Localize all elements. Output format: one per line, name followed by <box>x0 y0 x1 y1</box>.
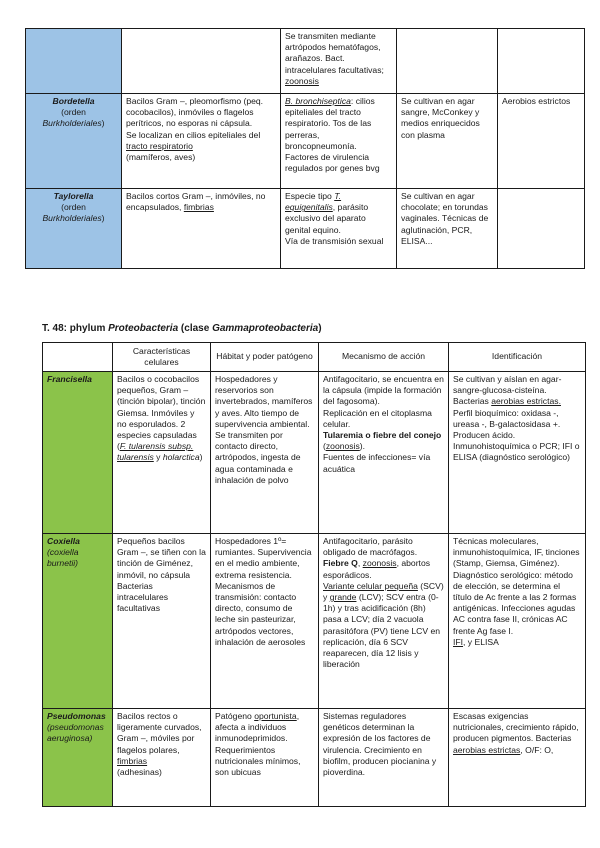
table-row <box>43 372 586 534</box>
ident-cell: Se cultivan en agar sangre, McConkey y medios enriquecidos con plasma <box>397 94 498 189</box>
caract-cell: Pequeños bacilos Gram –, se tiñen con la tinción de Giménez, inmóvil, no cápsula Bacterias intracelulares facultativas <box>113 534 211 709</box>
table-row <box>26 94 585 189</box>
extra-cell: Aerobios estrictos <box>498 94 585 189</box>
caract-cell: Bacilos cortos Gram –, inmóviles, no encapsulados, fimbrias <box>122 189 281 269</box>
habitat-cell: Especie tipo T. equigenitalis, parásito exclusivo del aparato genital equino. Vía de transmisión sexual <box>281 189 397 269</box>
habitat-cell: B. bronchiseptica: cilios epiteliales del tracto respiratorio. Tos de las perreras, broncopneumonía. Factores de virulencia regulados por genes bvg <box>281 94 397 189</box>
table-row <box>43 709 586 807</box>
header-mecanismo: Mecanismo de acción <box>319 343 449 372</box>
genus-cell <box>26 29 122 94</box>
header-row <box>43 343 586 372</box>
caract-cell: Bacilos Gram –, pleomorfismo (peq. cocobacilos), inmóviles o flagelos perítricos, no esporas ni cápsula. Se localizan en cilios epiteliales del tracto respiratorio (mamíferos, aves) <box>122 94 281 189</box>
header-habitat: Hábitat y poder patógeno <box>211 343 319 372</box>
table-row <box>26 189 585 269</box>
top-table <box>25 28 585 269</box>
section-title: T. 48: phylum Proteobacteria (clase Gammaproteobacteria) <box>42 323 322 334</box>
mecanismo-cell: Antifagocitario, se encuentra en la cápsula (impide la formación del fagosoma). Replicación en el citoplasma celular. Tularemia o fiebre del conejo (zoonosis). Fuentes de infecciones= vía acuática <box>319 372 449 534</box>
ident-cell: Escasas exigencias nutricionales, crecimiento rápido, producen pigmentos. Bacterias aerobias estrictas, O/F: O, <box>449 709 586 807</box>
habitat-cell: Se transmiten mediante artrópodos hematófagos, arañazos. Bact. intracelulares facultativas; zoonosis <box>281 29 397 94</box>
mecanismo-cell: Antifagocitario, parásito obligado de macrófagos. Fiebre Q, zoonosis, abortos esporádicos. Variante celular pequeña (SCV) y grande (LCV); SCV entra (0-1h) y tras acidificación (8h) pasa a LCV; día 2 vacuola parasitófora (PV) tiene LCV en replicación, día 6 SCV reaparecen, día 12 lisis y liberación <box>319 534 449 709</box>
caract-cell: Bacilos o cocobacilos pequeños, Gram – (tinción bipolar), tinción Giemsa. Inmóviles y no esporulados. 2 especies capsuladas (F. tularensis subsp. tularensis y holarctica) <box>113 372 211 534</box>
ident-cell: Técnicas moleculares, inmunohistoquímica, IF, tinciones (Stamp, Giemsa, Giménez). Diagnóstico serológico: método de elección, se determina el título de Ac frente a las 2 formas antigénicas. Infecciones agudas AC contra fase II, crónicas AC frente Ag fase I. IFI, y ELISA <box>449 534 586 709</box>
genus-cell-coxiella: Coxiella (coxiella burnetii) <box>43 534 113 709</box>
table-row <box>26 29 585 94</box>
habitat-cell: Hospedadores y reservorios son invertebrados, mamíferos y aves. Alto tiempo de supervivencia ambiental. Se transmiten por contacto directo, artrópodos, ingesta de agua contaminada e inhalación de polvo <box>211 372 319 534</box>
table-row <box>43 534 586 709</box>
header-identificacion: Identificación <box>449 343 586 372</box>
mecanismo-cell: Sistemas reguladores genéticos determinan la expresión de los factores de virulencia. Crecimiento en biofilm, producen piocianina y pioverdina. <box>319 709 449 807</box>
habitat-cell: Hospedadores 1º= rumiantes. Supervivencia en el medio ambiente, extrema resistencia. Mecanismos de transmisión: contacto directo, consumo de leche sin pasteurizar, artrópodos vectores, inhalación de aerosoles <box>211 534 319 709</box>
genus-cell-bordetella: Bordetella (orden Burkholderiales) <box>26 94 122 189</box>
caract-cell: Bacilos rectos o ligeramente curvados, Gram –, móviles por flagelos polares, fimbrias (adhesinas) <box>113 709 211 807</box>
t48-table <box>42 342 586 807</box>
genus-cell-taylorella: Taylorella (orden Burkholderiales) <box>26 189 122 269</box>
habitat-cell: Patógeno oportunista, afecta a individuos inmunodeprimidos. Requerimientos nutricionales mínimos, son ubicuas <box>211 709 319 807</box>
header-caracteristicas: Características celulares <box>113 343 211 372</box>
genus-cell-pseudomonas: Pseudomonas (pseudomonas aeruginosa) <box>43 709 113 807</box>
ident-cell: Se cultivan y aíslan en agar-sangre-glucosa-cisteína. Bacterias aerobias estrictas. Perfil bioquímico: oxidasa -, ureasa -, B-galactosidasa +. Producen ácido. Inmunohistoquímica o PCR; IFI o ELISA (diagnóstico serológico) <box>449 372 586 534</box>
ident-cell: Se cultivan en agar chocolate; en torundas vaginales. Técnicas de aglutinación, PCR, ELISA... <box>397 189 498 269</box>
genus-cell-francisella: Francisella <box>43 372 113 534</box>
